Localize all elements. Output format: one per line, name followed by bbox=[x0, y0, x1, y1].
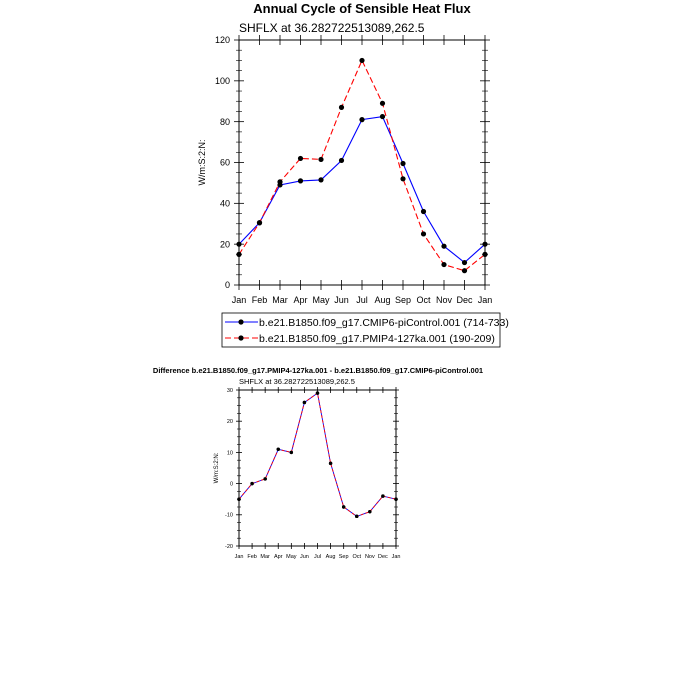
legend-marker-1 bbox=[238, 335, 243, 340]
legend-label-1: b.e21.B1850.f09_g17.PMIP4-127ka.001 (190-209) bbox=[259, 333, 495, 345]
data-point bbox=[263, 477, 266, 480]
x-tick-label: Sep bbox=[338, 554, 349, 560]
y-tick-label: 20 bbox=[226, 419, 233, 426]
y-tick-label: 30 bbox=[226, 387, 233, 394]
legend-marker-0 bbox=[238, 319, 243, 324]
x-tick-label: Jul bbox=[313, 554, 322, 560]
x-tick-label: May bbox=[312, 295, 330, 305]
x-tick-label: Aug bbox=[325, 554, 336, 560]
x-tick-label: Dec bbox=[456, 295, 473, 305]
x-tick-label: Jun bbox=[334, 295, 349, 305]
chart-subtitle: SHFLX at 36.282722513089,262.5 bbox=[239, 21, 425, 35]
data-point bbox=[298, 178, 303, 183]
x-tick-label: Jul bbox=[356, 295, 368, 305]
data-point bbox=[236, 252, 241, 257]
data-point bbox=[380, 114, 385, 119]
data-point bbox=[380, 101, 385, 106]
x-tick-label: May bbox=[286, 554, 297, 560]
data-point bbox=[339, 158, 344, 163]
x-tick-label: Jan bbox=[477, 295, 493, 305]
data-point bbox=[368, 510, 371, 513]
y-axis-label: W/m:S:2:N: bbox=[214, 452, 220, 484]
series-line-0 bbox=[239, 393, 396, 516]
y-axis-label: W/m:S:2:N: bbox=[197, 139, 207, 186]
data-point bbox=[421, 209, 426, 214]
x-tick-label: Nov bbox=[364, 554, 375, 560]
data-point bbox=[318, 157, 323, 162]
data-point bbox=[400, 161, 405, 166]
x-tick-label: Jan bbox=[391, 554, 401, 560]
x-tick-label: Jun bbox=[299, 554, 309, 560]
data-point bbox=[316, 391, 319, 394]
y-tick-label: -10 bbox=[225, 512, 233, 519]
data-point bbox=[421, 231, 426, 236]
y-tick-label: 20 bbox=[219, 239, 230, 250]
series-line-1 bbox=[239, 60, 485, 270]
x-tick-label: Oct bbox=[352, 554, 362, 560]
data-point bbox=[236, 242, 241, 247]
y-tick-label: 0 bbox=[224, 280, 230, 291]
y-tick-label: -20 bbox=[225, 543, 233, 550]
x-tick-label: Jan bbox=[234, 554, 244, 560]
chart-title: Difference b.e21.B1850.f09_g17.PMIP4-127ka.001 - b.e21.B1850.f09_g17.CMIP6-piControl.001 bbox=[152, 366, 484, 375]
x-tick-label: Feb bbox=[247, 554, 257, 560]
x-tick-label: Apr bbox=[293, 295, 308, 305]
data-point bbox=[400, 176, 405, 181]
data-point bbox=[237, 498, 240, 501]
data-point bbox=[298, 156, 303, 161]
legend bbox=[222, 313, 509, 347]
figure-title: Annual Cycle of Sensible Heat Flux bbox=[253, 1, 471, 16]
y-tick-label: 100 bbox=[214, 75, 230, 86]
data-point bbox=[277, 448, 280, 451]
y-tick-label: 120 bbox=[214, 35, 230, 46]
data-point bbox=[462, 268, 467, 273]
plot-frame bbox=[239, 390, 396, 546]
data-point bbox=[482, 242, 487, 247]
x-tick-label: Aug bbox=[374, 295, 391, 305]
x-tick-label: Feb bbox=[251, 295, 268, 305]
data-point bbox=[441, 262, 446, 267]
difference-chart bbox=[153, 366, 483, 560]
x-tick-label: Mar bbox=[260, 554, 270, 560]
data-point bbox=[441, 244, 446, 249]
data-point bbox=[359, 58, 364, 63]
x-tick-label: Jan bbox=[231, 295, 247, 305]
data-point bbox=[342, 505, 345, 508]
x-tick-label: Dec bbox=[378, 554, 388, 560]
plot-frame bbox=[239, 40, 485, 285]
x-tick-label: Mar bbox=[272, 295, 288, 305]
legend-label-0: b.e21.B1850.f09_g17.CMIP6-piControl.001 (714-733) bbox=[259, 317, 509, 329]
y-tick-label: 10 bbox=[226, 450, 233, 457]
data-point bbox=[257, 220, 262, 225]
data-point bbox=[355, 515, 358, 518]
data-point bbox=[277, 179, 282, 184]
chart-subtitle: SHFLX at 36.282722513089,262.5 bbox=[239, 377, 355, 386]
x-tick-label: Nov bbox=[435, 295, 453, 305]
data-point bbox=[381, 494, 384, 497]
data-point bbox=[290, 451, 293, 454]
data-point bbox=[303, 401, 306, 404]
y-tick-label: 40 bbox=[219, 198, 230, 209]
data-point bbox=[482, 252, 487, 257]
series-line-1 bbox=[239, 393, 396, 516]
data-point bbox=[462, 260, 467, 265]
data-point bbox=[359, 117, 364, 122]
data-point bbox=[394, 498, 397, 501]
y-tick-label: 80 bbox=[219, 116, 230, 127]
x-tick-label: Sep bbox=[394, 295, 412, 305]
y-tick-label: 60 bbox=[219, 157, 230, 168]
main-chart bbox=[197, 21, 492, 305]
y-tick-label: 0 bbox=[229, 481, 233, 488]
x-tick-label: Apr bbox=[273, 554, 283, 560]
data-point bbox=[318, 177, 323, 182]
data-point bbox=[329, 462, 332, 465]
data-point bbox=[250, 482, 253, 485]
data-point bbox=[339, 105, 344, 110]
x-tick-label: Oct bbox=[416, 295, 431, 305]
